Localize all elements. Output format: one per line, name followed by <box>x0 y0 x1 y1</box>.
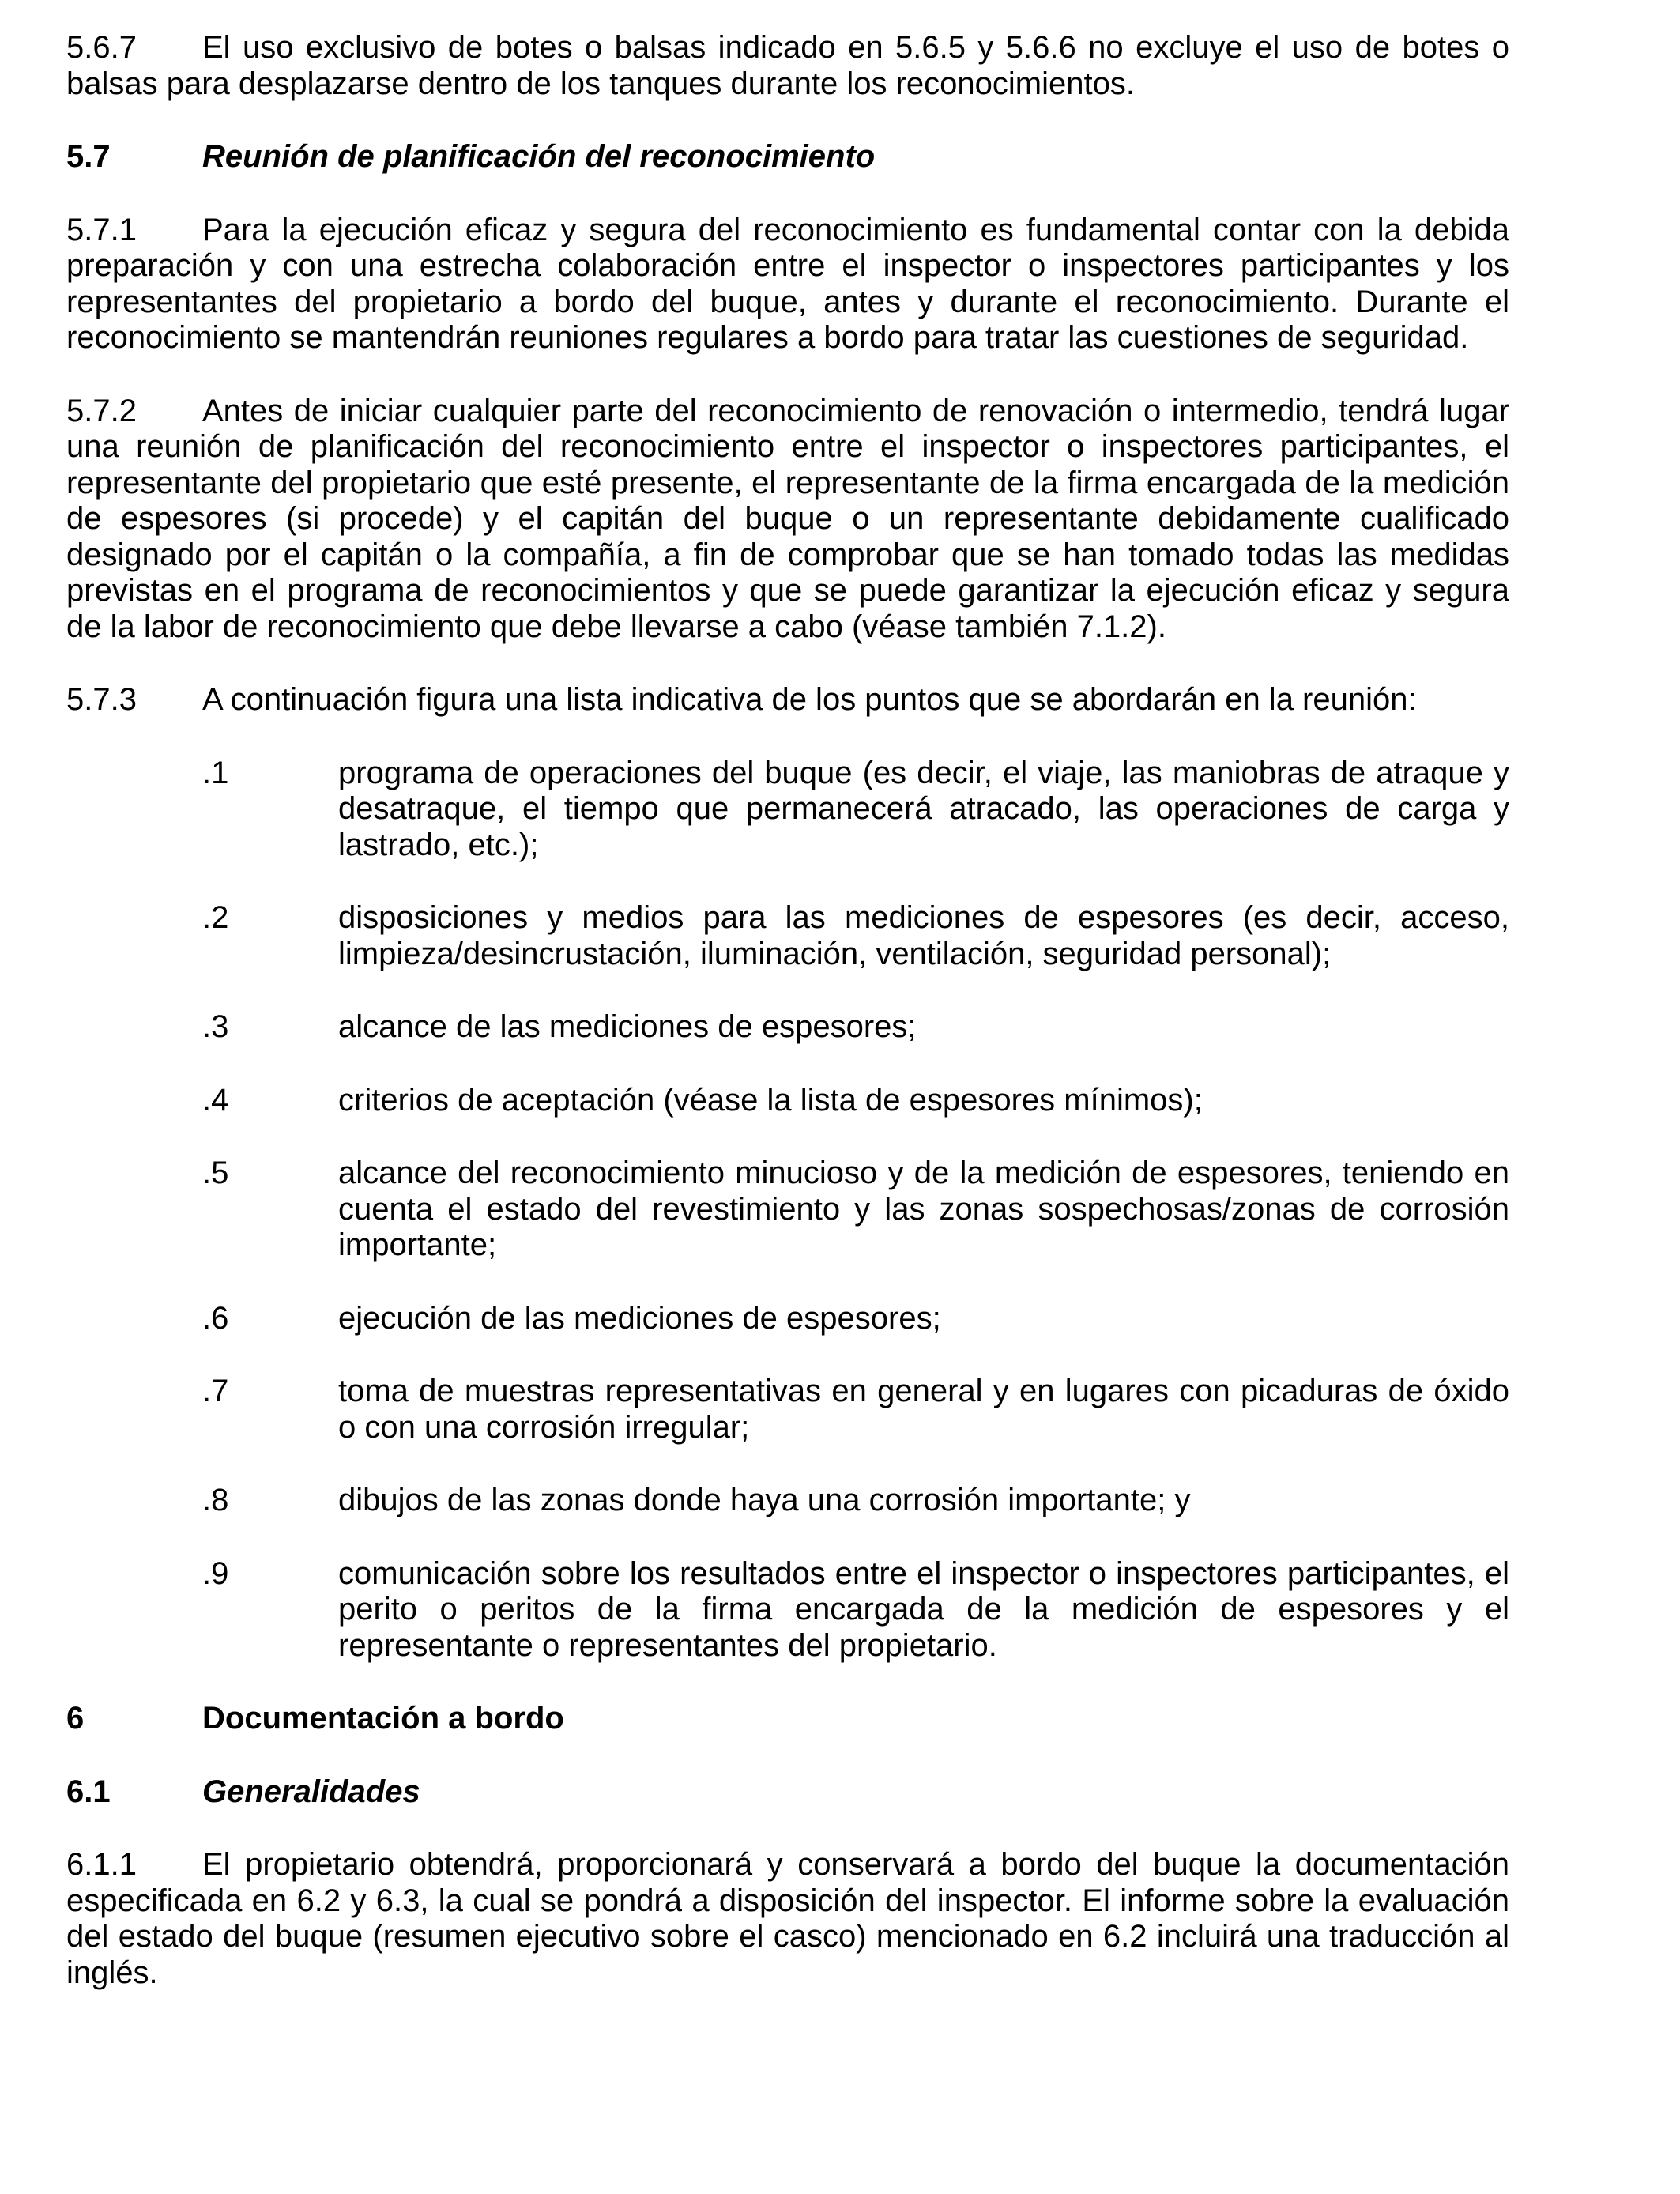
list-item-text: toma de muestras representativas en general y en lugares con picaduras de óxido o con una corrosión irregular; <box>338 1374 1509 1445</box>
list-item <box>66 756 1509 864</box>
list-item-number: .6 <box>202 1300 229 1336</box>
section-number: 6.1 <box>66 1774 111 1809</box>
list-item <box>66 1009 1509 1046</box>
paragraph-6-1-1 <box>66 1847 1509 1991</box>
list-item <box>66 1374 1509 1446</box>
list-item-text: programa de operaciones del buque (es decir, el viaje, las maniobras de atraque y desatraque, el tiempo que permanecerá atracado, las operaciones de carga y lastrado, etc.); <box>338 755 1509 862</box>
section-number: 5.7 <box>66 139 111 174</box>
section-title: Documentación a bordo <box>202 1701 564 1736</box>
paragraph-text: El uso exclusivo de botes o balsas indicado en 5.6.5 y 5.6.6 no excluye el uso de botes o balsas para desplazarse dentro de los tanques durante los reconocimientos. <box>66 30 1509 101</box>
document-page <box>66 30 1509 2028</box>
paragraph-number: 5.7.2 <box>66 393 137 428</box>
paragraph-5-7-2 <box>66 394 1509 646</box>
list-item-number: .3 <box>202 1009 229 1044</box>
section-number: 6 <box>66 1701 85 1736</box>
list-item-number: .4 <box>202 1082 229 1118</box>
list-item-text: ejecución de las mediciones de espesores; <box>338 1300 941 1336</box>
list-item-text: criterios de aceptación (véase la lista de espesores mínimos); <box>338 1082 1203 1118</box>
list-item <box>66 1301 1509 1337</box>
list-item-number: .7 <box>202 1374 229 1408</box>
list-item <box>66 1556 1509 1664</box>
paragraph-number: 5.6.7 <box>66 30 137 65</box>
list-item-text: dibujos de las zonas donde haya una corrosión importante; y <box>338 1483 1191 1517</box>
paragraph-text: A continuación figura una lista indicativa de los puntos que se abordarán en la reunión: <box>202 682 1417 717</box>
list-item <box>66 1483 1509 1519</box>
section-title: Reunión de planificación del reconocimiento <box>202 139 876 174</box>
section-heading-6-1 <box>66 1774 1509 1811</box>
paragraph-text: Antes de iniciar cualquier parte del reconocimiento de renovación o intermedio, tendrá lugar una reunión de planificación del reconocimiento entre el inspector o inspectores participantes, el representante del propietario que esté presente, el representante de la firma encargada de la medición de espesores (si procede) y el capitán del buque o un representante debidamente cualificado designado por el capitán o la compañía, a fin de comprobar que se han tomado todas las medidas previstas en el programa de reconocimientos y que se puede garantizar la ejecución eficaz y segura de la labor de reconocimiento que debe llevarse a cabo (véase también 7.1.2). <box>66 393 1509 644</box>
list-item-number: .1 <box>202 755 229 790</box>
paragraph-5-6-7 <box>66 30 1509 102</box>
list-item-text: alcance de las mediciones de espesores; <box>338 1009 917 1044</box>
list-item-text: disposiciones y medios para las mediciones de espesores (es decir, acceso, limpieza/desincrustación, iluminación, ventilación, seguridad personal); <box>338 900 1509 971</box>
paragraph-number: 5.7.3 <box>66 682 137 717</box>
section-title: Generalidades <box>202 1774 420 1809</box>
list-item-number: .5 <box>202 1155 229 1190</box>
list-item <box>66 1155 1509 1264</box>
list-item-number: .8 <box>202 1483 229 1517</box>
list-item <box>66 1083 1509 1119</box>
paragraph-number: 6.1.1 <box>66 1847 137 1882</box>
section-heading-5-7 <box>66 139 1509 175</box>
paragraph-text: El propietario obtendrá, proporcionará y conservará a bordo del buque la documentación especificada en 6.2 y 6.3, la cual se pondrá a disposición del inspector. El informe sobre la evaluación del estado del buque (resumen ejecutivo sobre el casco) mencionado en 6.2 incluirá una traducción al inglés. <box>66 1847 1509 1990</box>
section-heading-6 <box>66 1701 1509 1737</box>
list-item-number: .9 <box>202 1555 229 1591</box>
list-item-text: comunicación sobre los resultados entre el inspector o inspectores participantes, el perito o peritos de la firma encargada de la medición de espesores y el representante o representantes del propietario. <box>338 1555 1509 1663</box>
paragraph-text: Para la ejecución eficaz y segura del reconocimiento es fundamental contar con la debida preparación y con una estrecha colaboración entre el inspector o inspectores participantes y los representantes del propietario a bordo del buque, antes y durante el reconocimiento. Durante el reconocimiento se mantendrán reuniones regulares a bordo para tratar las cuestiones de seguridad. <box>66 212 1509 355</box>
paragraph-5-7-3 <box>66 682 1509 718</box>
list-item <box>66 900 1509 972</box>
paragraph-number: 5.7.1 <box>66 212 137 247</box>
list-item-number: .2 <box>202 900 229 935</box>
list-item-text: alcance del reconocimiento minucioso y de la medición de espesores, teniendo en cuenta el estado del revestimiento y las zonas sospechosas/zonas de corrosión importante; <box>338 1155 1509 1262</box>
paragraph-5-7-1 <box>66 213 1509 356</box>
